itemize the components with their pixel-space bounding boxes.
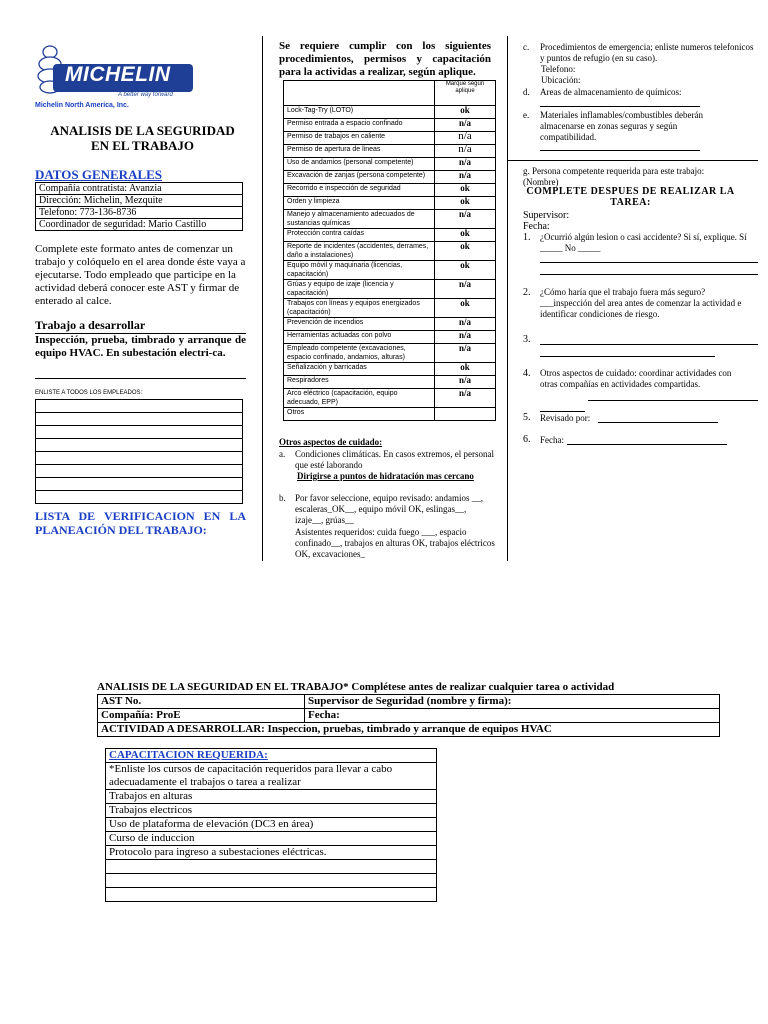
checklist-row: Arco eléctrico (capacitación, equipo adecuado, EPP) n/a: [284, 389, 496, 408]
otros-a-text: Condiciones climáticas. En casos extremos, el personal que esté laborando: [295, 449, 494, 470]
pregunta-1: ¿Ocurrió algún lesion o casi accidente? Si sí, explique. Sí _____ No _____: [540, 232, 747, 253]
fecha-label: Fecha:: [523, 221, 550, 232]
checklist-row: Recorrido e inspección de seguridad ok: [284, 184, 496, 197]
datos-generales-title: DATOS GENERALES: [35, 167, 163, 182]
intro-text: Complete este formato antes de comenzar un trabajo y colóquelo en el area donde éste vaya a ejecutarse. Todo empleado que participe en la actividad deberá conocer este AST y firmar de enterado al calce.: [35, 243, 246, 307]
datos-generales-table: Compañía contratista: Avanzia Dirección: Michelin, Mezquite Telefono: 773-136-8736 Coordinador de seguridad: Mario Castillo: [35, 182, 243, 231]
page-title: ANALISIS DE LA SEGURIDAD EN EL TRABAJO: [50, 123, 235, 153]
persona-competente: g. Persona competente requerida para este trabajo: (Nombre): [523, 166, 705, 187]
list-item: Trabajos en alturas: [106, 790, 437, 804]
checklist-row: Permiso de trabajos en caliente n/a: [284, 132, 496, 145]
checklist-row: Orden y limpieza ok: [284, 197, 496, 210]
supervisor-label: Supervisor:: [523, 210, 570, 221]
capacitacion-title: CAPACITACION REQUERIDA:: [106, 749, 437, 763]
list-item: Curso de induccion: [106, 832, 437, 846]
checklist-row: Herramientas actuadas con polvo n/a: [284, 331, 496, 344]
ubicacion-label: Ubicación:: [541, 75, 581, 85]
checklist-row: Trabajos con líneas y equipos energizados (capacitación) ok: [284, 299, 496, 318]
requisitos-heading: Se requiere cumplir con los siguientes procedimientos, permisos y capacitación para la actividas a realizar, según aplique.: [279, 40, 491, 78]
checklist-table: Marque según aplique Lock-Tag-Try (LOTO) ok Permiso entrada a espacio confinado n/a Permiso de trabajos en caliente n/a Permiso de apertura de lineas n/a Uso de andamios (personal competente) n/a Excavación de zanjas (persona competente) n/a Recorrido e inspección de seguridad ok Orden y limpieza ok Manejo y almacenamiento adecuados de sustancias químicas n/a Protección contra caídas ok Reporte de incidentes (accidentes, derrames, daño a instalaciones) ok Equipo móvil y maquinaria (licencias, capacitación) ok Grúas y equipo de izaje (licencia y capacitación) n/a Trabajos con líneas y equipos energizados (capacitación) ok Prevención de incendios n/a Herramientas actuadas con polvo n/a Empleado competente (excavaciones, espacio confinado, andamios, alturas) n/a Señalización y barricadas ok Respiradores n/a Arco eléctrico (capacitación, equipo adecuado, EPP) n/a Otros: [283, 80, 496, 421]
revisado-label: Revisado por:: [540, 413, 591, 423]
list-item: Uso de plataforma de elevación (DC3 en área): [106, 818, 437, 832]
checklist-row: Señalización y barricadas ok: [284, 363, 496, 376]
list-item: Trabajos electricos: [106, 804, 437, 818]
brand-name: MICHELIN: [65, 63, 171, 86]
quimicos-text: Areas de almacenamiento de químicos:: [540, 87, 682, 97]
pregunta-2: ¿Cómo haría que el trabajo fuera más seguro? ___inspección del area antes de comenzar la actividad e identificar condiciones de riesgo.: [540, 287, 742, 319]
fecha-2-label: Fecha:: [540, 435, 564, 445]
list-item: [106, 888, 437, 902]
otros-b-text: Por favor seleccione, equipo revisado: andamios __, escaleras_OK__, equipo móvil OK, eslingas__, izaje__, grúas__: [295, 493, 483, 525]
capacitacion-table: [105, 748, 437, 902]
michelin-logo: [33, 58, 193, 98]
ast-header-table: AST No. Supervisor de Seguridad (nombre y firma): Compañía: ProE Fecha: ACTIVIDAD A DESARROLLAR: Inspeccion, pruebas, timbrado y arranque de equipos HVAC: [97, 694, 720, 737]
tagline: A better way forward: [118, 92, 173, 98]
checklist-row: Excavación de zanjas (persona competente) n/a: [284, 171, 496, 184]
checklist-row: Permiso de apertura de lineas n/a: [284, 145, 496, 158]
empleados-table[interactable]: [35, 399, 243, 504]
bottom-title: ANALISIS DE LA SEGURIDAD EN EL TRABAJO* Complétese antes de realizar cualquier tarea o actividad: [97, 681, 615, 693]
checklist-row: Respiradores n/a: [284, 376, 496, 389]
enliste-label: ENLISTE A TODOS LOS EMPLEADOS:: [35, 390, 143, 396]
checklist-row: Empleado competente (excavaciones, espacio confinado, andamios, alturas) n/a: [284, 344, 496, 363]
list-item: [106, 874, 437, 888]
otros-a-bold: Dirigirse a puntos de hidratación mas cercano: [297, 471, 474, 481]
checklist-row: Prevención de incendios n/a: [284, 318, 496, 331]
list-item: Protocolo para ingreso a subestaciones eléctricas.: [106, 846, 437, 860]
otros-aspectos-title: Otros aspectos de cuidado:: [279, 437, 383, 447]
checklist-row: Protección contra caídas ok: [284, 229, 496, 242]
company-name: Michelin North America, Inc.: [35, 102, 129, 109]
lista-verificacion-title: LISTA DE VERIFICACION EN LA PLANEACIÓN DEL TRABAJO:: [35, 509, 246, 537]
trabajo-title: Trabajo a desarrollar: [35, 318, 246, 334]
emergencia-text: Procedimientos de emergencia; enliste numeros telefonicos y puntos de refugio (en su caso).: [540, 42, 754, 63]
checklist-row: Permiso entrada a espacio confinado n/a: [284, 119, 496, 132]
complete-despues-title: COMPLETE DESPUES DE REALIZAR LA TAREA:: [526, 186, 735, 208]
list-item: [106, 860, 437, 874]
checklist-row: Uso de andamios (personal competente) n/a: [284, 158, 496, 171]
otros-b-text2: Asistentes requeridos: cuida fuego ___, espacio confinado__, trabajos en alturas OK, trabajos eléctricos OK, excavaciones_: [295, 527, 495, 559]
checklist-row: Otros: [284, 408, 496, 421]
checklist-row: Equipo móvil y maquinaria (licencias, capacitación) ok: [284, 261, 496, 280]
checklist-row: Lock-Tag-Try (LOTO) ok: [284, 106, 496, 119]
checklist-row: Manejo y almacenamiento adecuados de sustancias químicas n/a: [284, 210, 496, 229]
trabajo-text: Inspección, prueba, timbrado y arranque de equipo HVAC. En subestación electri-ca.: [35, 334, 246, 359]
checklist-row: Reporte de incidentes (accidentes, derrames, daño a instalaciones) ok: [284, 242, 496, 261]
pregunta-4: Otros aspectos de cuidado: coordinar actividades con otras compañías en actividades compartidas.: [540, 368, 732, 389]
checklist-row: Grúas y equipo de izaje (licencia y capacitación) n/a: [284, 280, 496, 299]
inflamables-text: Materiales inflamables/combustibles deberán almacenarse en zonas seguras y según compatibilidad.: [540, 110, 703, 142]
telefono-label: Telefono:: [541, 64, 576, 74]
list-item: *Enliste los cursos de capacitación requeridos para llevar a cabo adecuadamente el trabajos o tarea a realizar: [106, 763, 437, 790]
